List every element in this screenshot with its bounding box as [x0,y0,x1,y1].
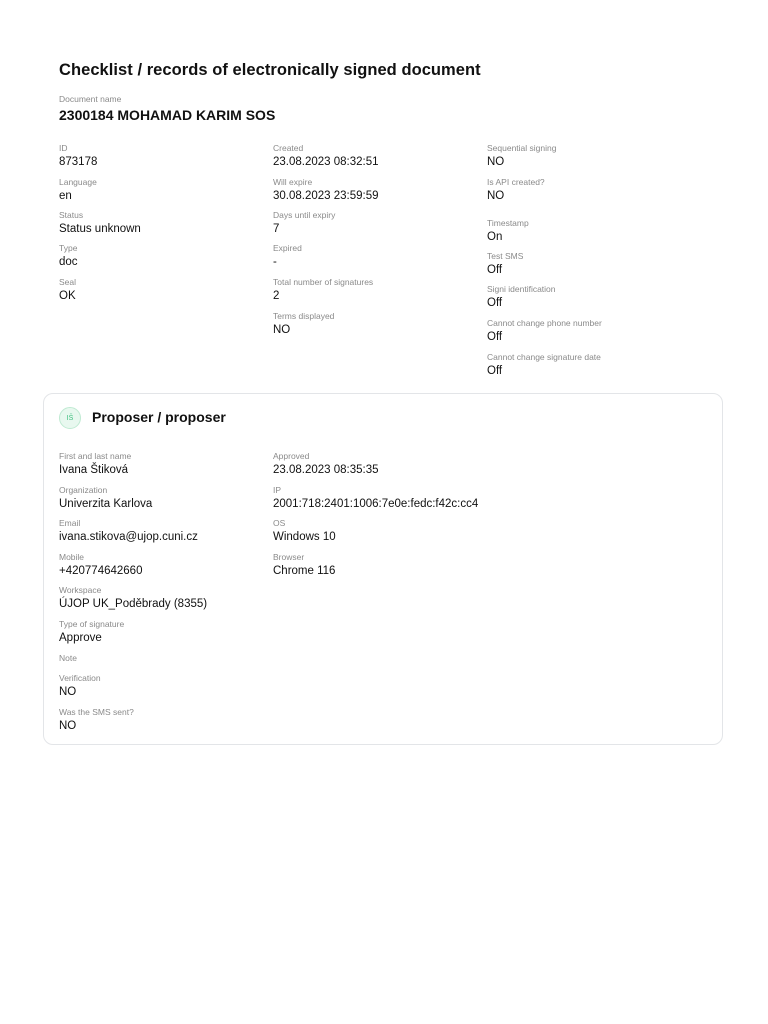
field-name [59,451,289,477]
field-terms-displayed [273,311,503,337]
field-value: Ivana Štiková [59,464,129,476]
field-label: OS [273,518,286,528]
field-value: Off [487,297,503,309]
field-label: Sequential signing [487,143,557,153]
field-label: Total number of signatures [273,277,374,287]
field-label: Days until expiry [273,210,336,220]
field-seal [59,277,289,303]
field-label: Email [59,518,81,528]
field-label: Type [59,243,78,253]
field-cannot-change-phone [487,318,717,344]
proposer-title: Proposer / proposer [92,409,226,425]
field-days-until-expiry [273,210,503,236]
field-api-created [487,177,717,203]
field-id [59,143,289,169]
field-label: Is API created? [487,177,545,187]
field-value: en [59,190,72,202]
field-value: ivana.stikova@ujop.cuni.cz [59,531,198,543]
field-label: Signi identification [487,284,556,294]
field-label: Will expire [273,177,313,187]
field-label: Expired [273,243,302,253]
field-will-expire [273,177,503,203]
field-label: First and last name [59,451,132,461]
field-label: Language [59,177,97,187]
field-test-sms [487,251,717,277]
field-expired [273,243,503,269]
field-label: Created [273,143,304,153]
field-label: Cannot change signature date [487,352,601,362]
field-ip [273,485,503,511]
field-created [273,143,503,169]
field-value: On [487,231,503,243]
field-email [59,518,289,544]
field-value: 23.08.2023 08:32:51 [273,156,379,168]
field-label: ID [59,143,68,153]
field-type [59,243,289,269]
field-sequential-signing [487,143,717,169]
field-label: Workspace [59,585,102,595]
page-title: Checklist / records of electronically signed document [59,61,481,79]
field-value: NO [59,686,77,698]
field-value: ÚJOP UK_Poděbrady (8355) [59,598,208,610]
field-status [59,210,289,236]
field-label: Test SMS [487,251,524,261]
field-value: Chrome 116 [273,565,336,577]
field-value: Off [487,331,503,343]
field-value: NO [273,324,291,336]
field-value: - [273,256,277,268]
field-value: Status unknown [59,223,141,235]
document-name-value: 2300184 MOHAMAD KARIM SOS [59,107,276,123]
field-value: 30.08.2023 23:59:59 [273,190,379,202]
field-value: Univerzita Karlova [59,498,153,510]
field-label: Cannot change phone number [487,318,602,328]
field-label: Organization [59,485,108,495]
field-sms-sent [59,707,289,733]
field-value: +420774642660 [59,565,143,577]
field-browser [273,552,503,578]
field-value: 23.08.2023 08:35:35 [273,464,379,476]
field-label: IP [273,485,282,495]
field-value: Windows 10 [273,531,336,543]
field-signi-identification [487,284,717,310]
field-value: 7 [273,223,280,235]
field-label: Was the SMS sent? [59,707,134,717]
field-verification [59,673,289,699]
field-value: Off [487,365,503,377]
field-organization [59,485,289,511]
field-label: Mobile [59,552,85,562]
field-value: NO [59,720,77,732]
field-workspace [59,585,289,611]
field-mobile [59,552,289,578]
field-note [59,653,289,665]
avatar: IŠ [59,407,81,429]
field-label: Status [59,210,84,220]
field-label: Seal [59,277,77,287]
field-label: Note [59,653,77,663]
field-label: Terms displayed [273,311,335,321]
field-value: 2001:718:2401:1006:7e0e:fedc:f42c:cc4 [273,498,479,510]
field-timestamp [487,218,717,244]
field-value: OK [59,290,76,302]
field-value: Off [487,264,503,276]
field-label: Timestamp [487,218,529,228]
field-value: Approve [59,632,102,644]
field-value: NO [487,190,505,202]
field-value: 873178 [59,156,98,168]
field-label: Type of signature [59,619,125,629]
field-label: Verification [59,673,101,683]
field-approved [273,451,503,477]
field-os [273,518,503,544]
field-language [59,177,289,203]
document-name-label: Document name [59,94,122,104]
field-cannot-change-signature-date [487,352,717,378]
field-value: NO [487,156,505,168]
field-total-signatures [273,277,503,303]
field-label: Browser [273,552,305,562]
field-type-of-signature [59,619,289,645]
field-label: Approved [273,451,310,461]
field-value: doc [59,256,78,268]
field-value: 2 [273,290,280,302]
